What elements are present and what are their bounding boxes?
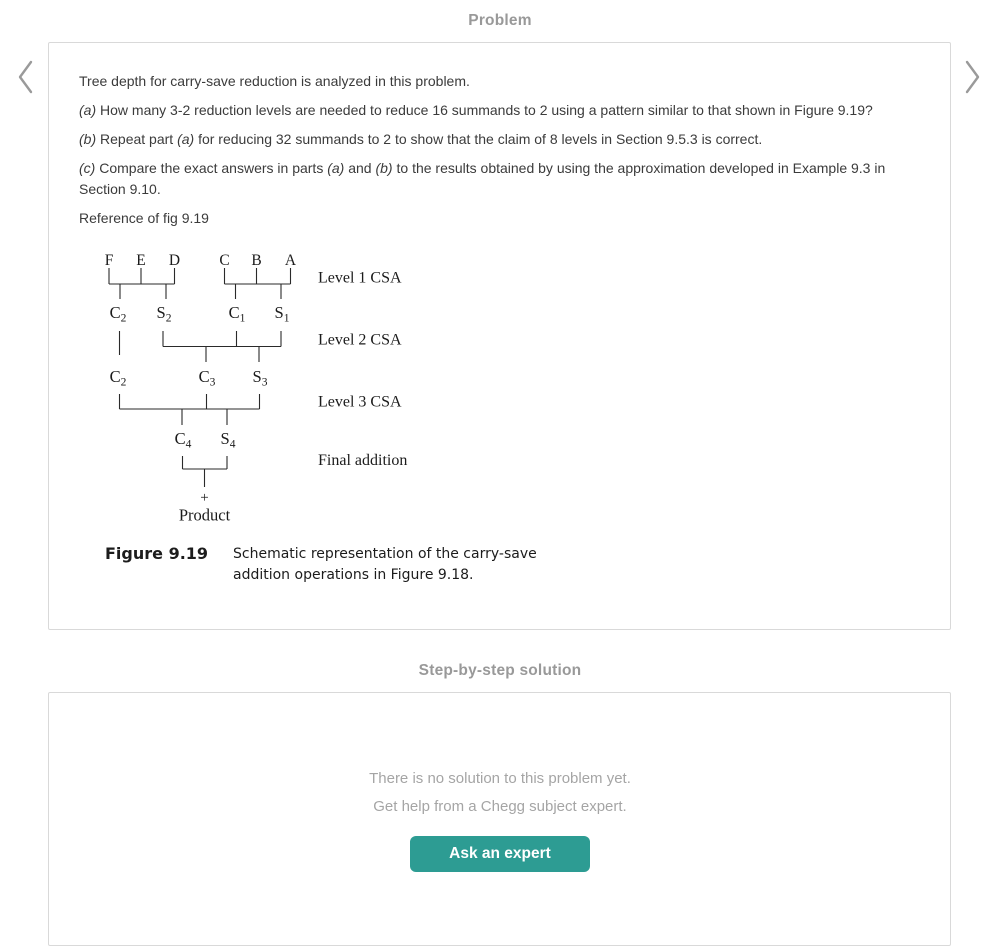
problem-card [48, 42, 951, 630]
signal-label-s4: $S_4$ [220, 429, 236, 451]
input-letter-f: F [104, 252, 114, 269]
input-letter-e: E [136, 252, 146, 269]
get-help-message: Get help from a Chegg subject expert. [373, 798, 627, 815]
no-solution-message: There is no solution to this problem yet. [369, 770, 631, 787]
chevron-left-icon [15, 59, 35, 98]
next-problem-button[interactable] [958, 57, 988, 99]
signal-label-s2: $S_2$ [156, 303, 172, 325]
signal-label-c3: $C_3$ [198, 367, 216, 389]
input-letter-d: D [168, 252, 181, 269]
level-1-label: Level 1 CSA [318, 269, 402, 287]
signal-label-c4: $C_4$ [174, 429, 192, 451]
figure-9-19-diagram [96, 246, 426, 531]
final-addition-label: Final addition [318, 452, 408, 469]
problem-statement [79, 71, 922, 237]
signal-label-c1: $C_1$ [228, 303, 246, 325]
signal-label-s1: $S_1$ [274, 303, 290, 325]
plus-sign: + [200, 490, 209, 506]
level-3-label: Level 3 CSA [318, 393, 402, 411]
figure-caption [105, 544, 553, 586]
solution-card [48, 692, 951, 946]
problem-intro: Tree depth for carry-save reduction is analyzed in this problem. [79, 73, 470, 89]
figure-reference-note: Reference of fig 9.19 [79, 210, 209, 226]
problem-part-a: (a) How many 3-2 reduction levels are needed to reduce 16 summands to 2 using a pattern similar to that shown in Figure 9.19? [79, 102, 873, 118]
previous-problem-button[interactable] [10, 57, 40, 99]
level-2-label: Level 2 CSA [318, 331, 402, 349]
signal-label-c2: $C_2$ [109, 303, 127, 325]
figure-caption-text: Schematic representation of the carry-save addition operations in Figure 9.18. [233, 546, 537, 583]
input-letter-c: C [219, 252, 230, 269]
solution-section-title: Step-by-step solution [418, 662, 582, 679]
product-label: Product [178, 505, 231, 525]
figure-caption-number: Figure 9.19 [105, 544, 209, 563]
problem-part-b: (b) Repeat part (a) for reducing 32 summands to 2 to show that the claim of 8 levels in Section 9.5.3 is correct. [79, 131, 763, 147]
ask-an-expert-button[interactable]: Ask an expert [410, 836, 590, 872]
page-title: Problem [468, 12, 532, 29]
problem-part-c: (c) Compare the exact answers in parts (a) and (b) to the results obtained by using the approximation developed in Example 9.3 in Section 9.10. [79, 160, 886, 197]
signal-label-s3: $S_3$ [252, 367, 268, 389]
chevron-right-icon [963, 59, 983, 98]
signal-label-c2-pass: $C_2$ [109, 367, 127, 389]
input-letter-a: A [284, 252, 297, 269]
input-letter-b: B [251, 252, 262, 269]
